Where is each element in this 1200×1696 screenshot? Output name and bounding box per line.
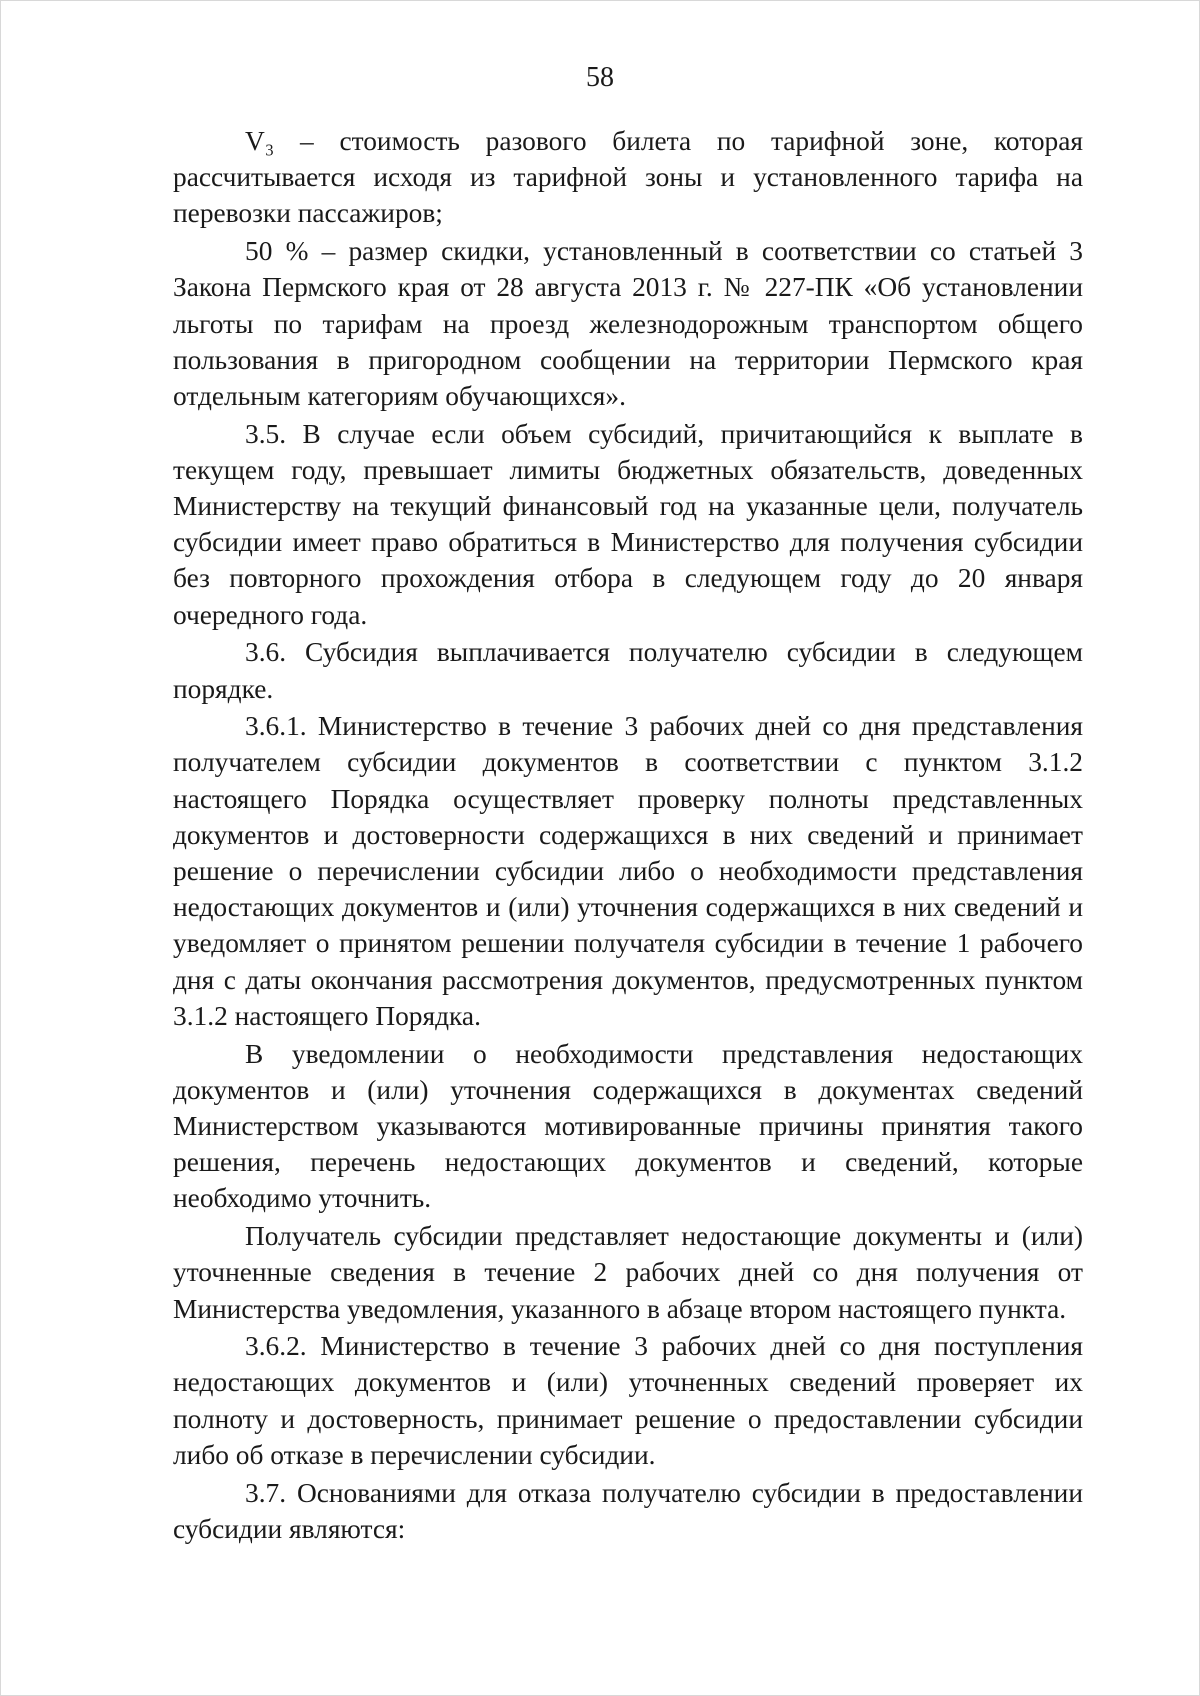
paragraph-3-7: 3.7. Основаниями для отказа получателю субсидии в предоставлении субсидии являются: [173,1477,1083,1544]
paragraph-3-6-2: 3.6.2. Министерство в течение 3 рабочих дней со дня поступления недостающих документов и (или) уточненных сведений проверяет их полноту и достоверность, принимает решение о предоставлении субсидии либо об отказе в перечислении субсидии. [173,1331,1083,1470]
paragraph-v3-definition: V₃ – стоимость разового билета по тарифной зоне, которая рассчитывается исходя из тарифной зоны и установленного тарифа на перевозки пассажиров; [173,126,1083,229]
page-number: 58 [586,62,614,93]
paragraph-recipient-response: Получатель субсидии представляет недостающие документы и (или) уточненные сведения в течение 2 рабочих дней со дня получения от Министерства уведомления, указанного в абзаце втором настоящего пункта. [173,1221,1083,1324]
paragraph-discount-definition: 50 % – размер скидки, установленный в соответствии со статьей 3 Закона Пермского края от 28 августа 2013 г. № 227-ПК «Об установлении льготы по тарифам на проезд железнодорожным транспортом общего пользования в пригородном сообщении на территории Пермского края отдельным категориям обучающихся». [173,236,1083,411]
document-body [173,123,1083,1548]
paragraph-3-6: 3.6. Субсидия выплачивается получателю субсидии в следующем порядке. [173,637,1083,704]
paragraph-notification: В уведомлении о необходимости представления недостающих документов и (или) уточнения содержащихся в документах сведений Министерством указываются мотивированные причины принятия такого решения, перечень недостающих документов и сведений, которые необходимо уточнить. [173,1038,1083,1214]
paragraph-3-6-1: 3.6.1. Министерство в течение 3 рабочих дней со дня представления получателем субсидии документов в соответствии с пунктом 3.1.2 настоящего Порядка осуществляет проверку полноты представленных документов и достоверности содержащихся в них сведений и принимает решение о перечислении субсидии либо о необходимости представления недостающих документов и (или) уточнения содержащихся в них сведений и уведомляет о принятом решении получателя субсидии в течение 1 рабочего дня с даты окончания рассмотрения документов, предусмотренных пунктом 3.1.2 настоящего Порядка. [173,711,1083,1031]
paragraph-3-5: 3.5. В случае если объем субсидий, причитающийся к выплате в текущем году, превышает лимиты бюджетных обязательств, доведенных Министерству на текущий финансовый год на указанные цели, получатель субсидии имеет право обратиться в Министерство для получения субсидии без повторного прохождения отбора в следующем году до 20 января очередного года. [173,418,1083,630]
